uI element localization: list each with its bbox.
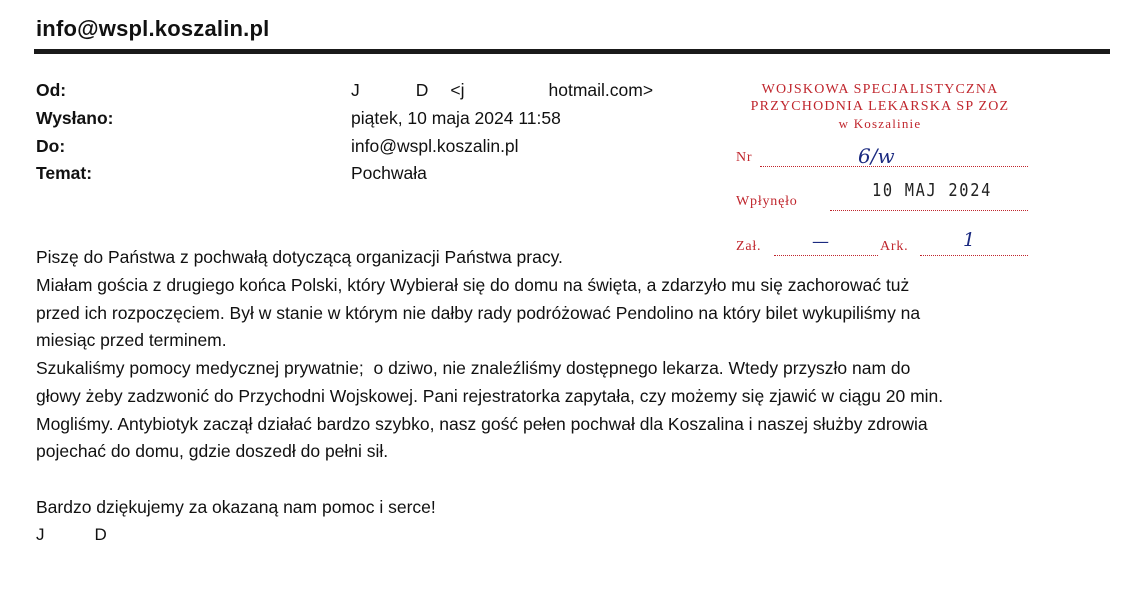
sent-value: piątek, 10 maja 2024 11:58 (351, 108, 561, 128)
stamp-received-dots (830, 210, 1028, 211)
from-value-mid: D (415, 80, 429, 100)
signature-start: J (36, 525, 45, 544)
stamp-ark-label: Ark. (880, 239, 909, 254)
signature-end: D (94, 525, 107, 544)
registration-stamp (730, 80, 1040, 265)
closing-line: Bardzo dziękujemy za okazaną nam pomoc i serce! (36, 497, 436, 517)
stamp-att-label: Zał. (736, 239, 762, 254)
from-value-start: J (351, 80, 360, 100)
body-line-2: Miałam gościa z drugiego końca Polski, który Wybierał się do domu na święta, a zdarzyło mu się zachorować tuż (36, 275, 910, 295)
stamp-nr-label: Nr (736, 150, 753, 165)
to-value: info@wspl.koszalin.pl (351, 136, 519, 156)
body-line-3: przed ich rozpoczęciem. Był w stanie w którym nie dałby rady podróżować Pendolino na który bilet wykupiliśmy na (36, 303, 921, 323)
body-line-7: Mogliśmy. Antybiotyk zaczął działać bardzo szybko, nasz gość pełen pochwał dla Koszalina i naszej służby zdrowia (36, 414, 928, 434)
stamp-att-dots (774, 255, 878, 256)
body-line-1: Piszę do Państwa z pochwałą dotyczącą organizacji Państwa pracy. (36, 247, 563, 267)
heading-rule (34, 49, 1110, 54)
from-value (351, 80, 653, 101)
body-line-5: Szukaliśmy pomocy medycznej prywatnie; o dziwo, nie znaleźliśmy dostępnego lekarza. Wtedy przyszło nam do (36, 358, 911, 378)
subject-value: Pochwała (351, 163, 427, 183)
body-line-8: pojechać do domu, gdzie doszedł do pełni sił. (36, 441, 389, 461)
from-label: Od: (36, 80, 67, 100)
redacted-block (428, 80, 450, 101)
stamp-line-3: w Koszalinie (838, 116, 922, 131)
stamp-line-1: WOJSKOWA SPECJALISTYCZNA (761, 82, 999, 97)
stamp-line-2: PRZYCHODNIA LEKARSKA SP ZOZ (750, 99, 1010, 114)
signature (36, 525, 107, 545)
handwritten-nr-value: 6/w (858, 144, 895, 168)
body-line-4: miesiąc przed terminem. (36, 330, 227, 350)
sender-email-heading: info@wspl.koszalin.pl (36, 16, 270, 41)
subject-label: Temat: (36, 163, 93, 183)
sent-label: Wysłano: (36, 108, 114, 128)
handwritten-att-value: — (812, 232, 829, 252)
to-label: Do: (36, 136, 66, 156)
stamp-received-label: Wpłynęło (736, 194, 798, 209)
stamp-ark-dots (920, 255, 1028, 256)
redacted-block (360, 80, 416, 101)
redacted-block (465, 80, 549, 101)
handwritten-ark-value: 1 (963, 229, 976, 251)
redacted-block (45, 525, 95, 545)
body-line-6: głowy żeby zadzwonić do Przychodni Wojskowej. Pani rejestratorka zapytała, czy możemy się zjawić w ciągu 20 min. (36, 386, 944, 406)
from-value-end: <j (450, 80, 465, 100)
from-value-domain: hotmail.com> (548, 80, 654, 100)
received-date-stamp: 10 MAJ 2024 (872, 180, 993, 201)
